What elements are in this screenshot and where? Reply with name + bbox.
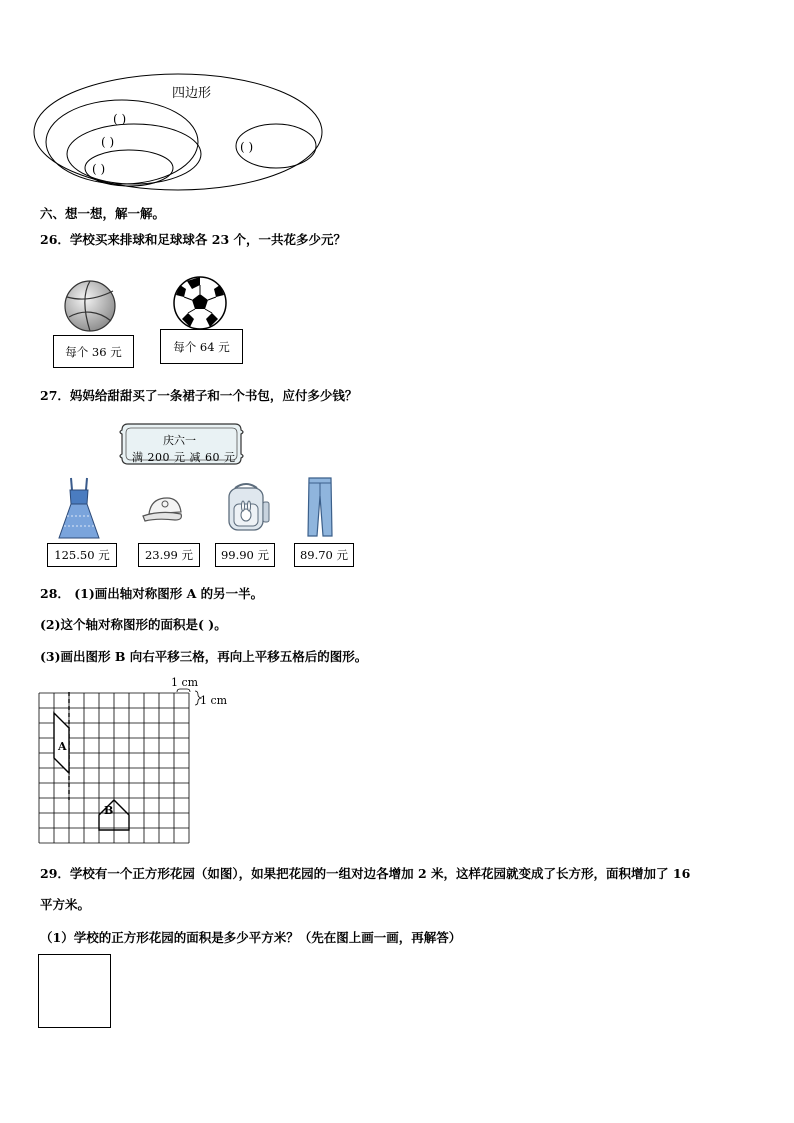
square-garden (38, 954, 111, 1028)
q28-part2: (2)这个轴对称图形的面积是( )。 (40, 617, 227, 632)
jeans-price-box: 89.70 元 (294, 543, 354, 567)
football-icon (172, 275, 228, 331)
ellipse-level-3 (67, 124, 201, 184)
volleyball-icon (63, 279, 117, 333)
cap-price-box: 23.99 元 (138, 543, 200, 567)
jeans-icon (305, 476, 335, 538)
unit-vertical: 1 cm (200, 694, 228, 707)
dress-price-box: 125.50 元 (47, 543, 117, 567)
q26-text: 26．学校买来排球和足球球各 23 个，一共花多少元？ (40, 232, 346, 247)
q29-sub1: （1）学校的正方形花园的面积是多少平方米？（先在图上画一画，再解答） (40, 930, 462, 945)
banner-line2: 满 200 元 减 60 元 (132, 451, 236, 464)
shape-a-label: A (58, 740, 67, 753)
q28-part3: (3)画出图形 B 向右平移三格，再向上平移五格后的图形。 (40, 649, 368, 664)
section-6-title: 六、想一想，解一解。 (40, 206, 166, 221)
venn-outer-label: 四边形 (172, 86, 212, 101)
football-price-box: 每个 64 元 (160, 329, 243, 364)
backpack-price-box: 99.90 元 (215, 543, 275, 567)
venn-blank-4: ( ) (240, 140, 254, 154)
volleyball-price-box: 每个 36 元 (53, 335, 134, 368)
q29-text-line2: 平方米。 (40, 897, 91, 912)
venn-blank-3: ( ) (92, 162, 106, 176)
venn-blank-2: ( ) (101, 135, 115, 149)
q29-text-line1: 29．学校有一个正方形花园（如图），如果把花园的一组对边各增加 2 米，这样花园就变成了长方形，面积增加了 16 (40, 866, 691, 881)
cap-icon (141, 494, 187, 524)
q28-part1: 28． (1)画出轴对称图形 A 的另一半。 (40, 586, 264, 601)
q27-text: 27．妈妈给甜甜买了一条裙子和一个书包，应付多少钱？ (40, 388, 358, 403)
shape-b-label: B (104, 804, 114, 817)
dress-icon (55, 476, 103, 540)
unit-horizontal: 1 cm (171, 676, 199, 689)
square-grid (36, 690, 196, 850)
backpack-icon (221, 480, 271, 532)
banner-line1: 庆六一 (163, 434, 196, 447)
venn-blank-1: ( ) (113, 112, 127, 126)
